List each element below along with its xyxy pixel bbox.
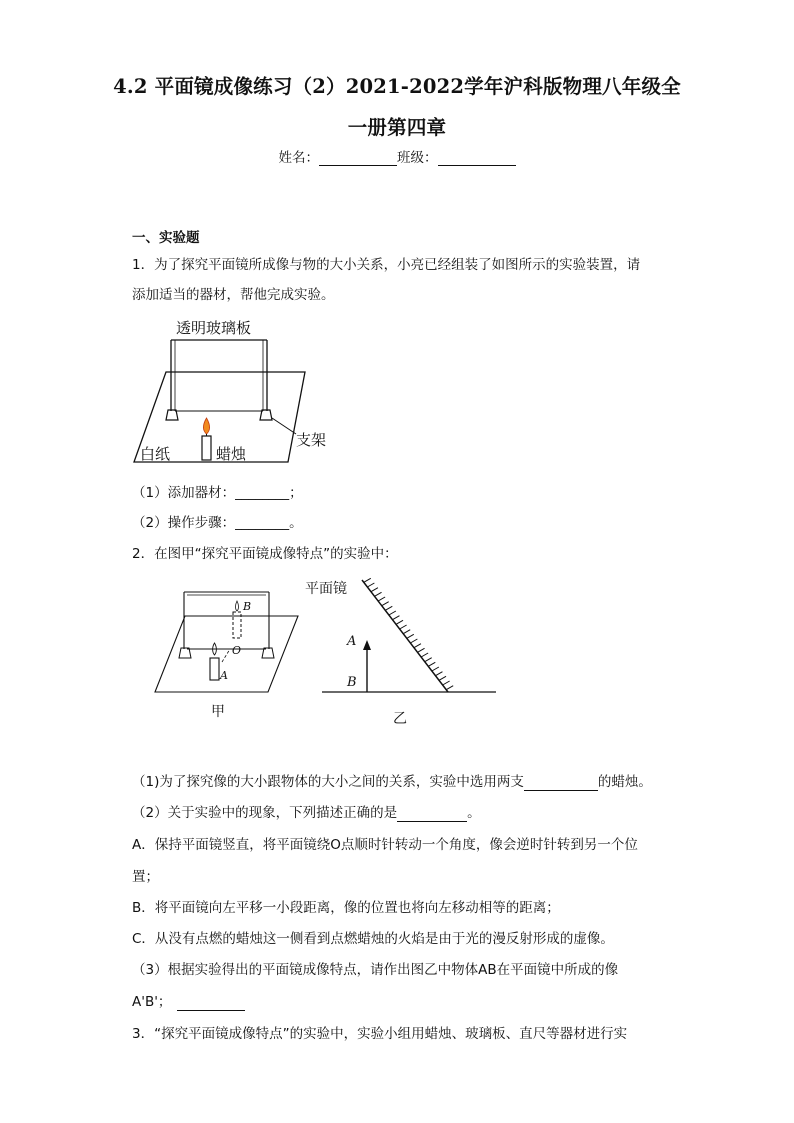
- yi-hatch-mark: [385, 606, 392, 610]
- name-label: 姓名：: [278, 150, 319, 166]
- q2-option-c: C．从没有点燃的蜡烛这一侧看到点燃蜡烛的火焰是由于光的漫反射形成的虚像。: [132, 931, 614, 947]
- yi-hatch-mark: [443, 681, 450, 685]
- figure-yi: [300, 574, 500, 729]
- class-label: 班级：: [397, 150, 438, 166]
- yi-hatch-mark: [403, 630, 410, 634]
- yi-hatch-mark: [425, 658, 432, 662]
- q2-sub1-prefix: （1)为了探究像的大小跟物体的大小之间的关系，实验中选用两支: [132, 774, 524, 790]
- yi-hatch-mark: [428, 662, 435, 666]
- q3-line1: 3．“探究平面镜成像特点”的实验中，实验小组用蜡烛、玻璃板、直尺等器材进行实: [132, 1026, 628, 1042]
- q2-sub2-blank[interactable]: [397, 807, 467, 822]
- name-blank[interactable]: [319, 151, 397, 166]
- yi-mirror-hatching: [364, 578, 453, 689]
- q1-sub2: （2）操作步骤：________。: [132, 515, 303, 531]
- yi-hatch-mark: [439, 676, 446, 680]
- stand-right: [260, 410, 272, 420]
- q2-sub2-suffix: 。: [467, 805, 481, 821]
- jia-image-flame-icon: [236, 601, 239, 611]
- yi-hatch-mark: [367, 583, 374, 587]
- jia-real-candle: [210, 658, 219, 680]
- q2-option-b: B．将平面镜向左平移一小段距离，像的位置也将向左移动相等的距离；: [132, 900, 560, 916]
- q2-sub3-line2: [132, 993, 245, 1011]
- candle-flame-icon: [203, 418, 209, 434]
- yi-hatch-mark: [378, 597, 385, 601]
- q1-line1: 1．为了探究平面镜所成像与物的大小关系，小亮已经组装了如图所示的实验装置，请: [132, 257, 641, 273]
- yi-hatch-mark: [400, 625, 407, 629]
- q2-sub3-text: A'B'；: [132, 994, 172, 1010]
- document-title-line2: 一册第四章: [347, 116, 447, 139]
- yi-hatch-mark: [418, 648, 425, 652]
- jia-label-a: A: [220, 669, 228, 682]
- document-title-line1: 4.2 平面镜成像练习（2）2021-2022学年沪科版物理八年级全: [113, 75, 681, 98]
- yi-hatch-mark: [375, 592, 382, 596]
- q1-sub1: （1）添加器材：________；: [132, 485, 303, 501]
- yi-hatch-mark: [371, 588, 378, 592]
- q2-option-a-line2: 置；: [132, 869, 159, 885]
- jia-o-guide: [222, 649, 230, 662]
- yi-mirror-line: [362, 580, 448, 692]
- q2-sub2-prefix: （2）关于实验中的现象，下列描述正确的是: [132, 805, 398, 821]
- yi-hatch-mark: [396, 620, 403, 624]
- candle-label: 蜡烛: [216, 445, 247, 463]
- paper-label: 白纸: [140, 445, 171, 463]
- name-class-line: [0, 146, 794, 166]
- yi-arrow-head-icon: [363, 640, 371, 650]
- candle-body: [202, 436, 211, 460]
- q2-sub3-blank[interactable]: [177, 996, 245, 1011]
- class-blank[interactable]: [438, 151, 516, 166]
- section-heading: 一、实验题: [132, 230, 200, 246]
- q2-intro: 2．在图甲“探究平面镜成像特点”的实验中：: [132, 546, 398, 562]
- q2-sub3-line1: （3）根据实验得出的平面镜成像特点，请作出图乙中物体AB在平面镜中所成的像: [132, 962, 619, 978]
- figure-jia: [150, 584, 305, 722]
- yi-hatch-mark: [382, 602, 389, 606]
- yi-hatch-mark: [432, 667, 439, 671]
- yi-caption: 乙: [393, 711, 407, 727]
- glass-label: 透明玻璃板: [176, 319, 252, 337]
- yi-hatch-mark: [446, 686, 453, 690]
- jia-stand-left: [179, 648, 191, 658]
- jia-label-o: O: [232, 644, 242, 657]
- q1-line2: 添加适当的器材，帮他完成实验。: [132, 287, 335, 303]
- q2-sub1-blank[interactable]: [524, 776, 598, 791]
- q2-sub1: [132, 773, 652, 791]
- q2-sub2: [132, 804, 481, 822]
- yi-hatch-mark: [364, 578, 371, 582]
- yi-label-b: B: [347, 675, 357, 690]
- yi-mirror-label: 平面镜: [305, 581, 347, 597]
- stand-label: 支架: [296, 431, 327, 449]
- jia-caption: 甲: [211, 704, 225, 720]
- jia-stand-right: [262, 648, 274, 658]
- stand-leader-line: [272, 418, 296, 434]
- yi-hatch-mark: [414, 644, 421, 648]
- yi-hatch-mark: [421, 653, 428, 657]
- q2-option-a-line1: A．保持平面镜竖直，将平面镜绕O点顺时针转动一个角度，像会逆时针转到另一个位: [132, 837, 638, 853]
- yi-hatch-mark: [389, 611, 396, 615]
- yi-label-a: A: [347, 634, 357, 649]
- yi-hatch-mark: [435, 672, 442, 676]
- q1-apparatus-figure: [128, 314, 327, 470]
- yi-hatch-mark: [392, 616, 399, 620]
- jia-label-b: B: [243, 600, 252, 613]
- stand-left: [166, 410, 178, 420]
- q2-sub1-suffix: 的蜡烛。: [597, 774, 652, 790]
- yi-hatch-mark: [410, 639, 417, 643]
- yi-hatch-mark: [407, 634, 414, 638]
